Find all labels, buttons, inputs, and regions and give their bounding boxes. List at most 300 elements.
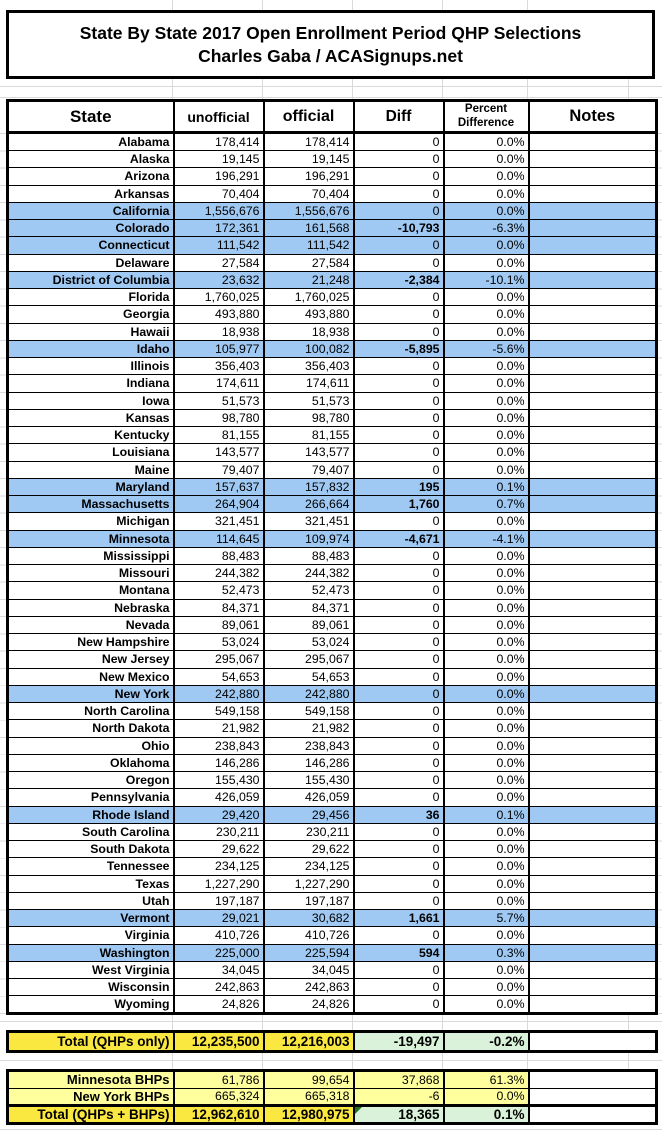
state-name-cell[interactable]: Florida (8, 289, 174, 306)
notes-cell[interactable] (529, 841, 657, 858)
state-name-cell[interactable]: Iowa (8, 392, 174, 409)
official-cell[interactable]: 410,726 (264, 927, 354, 944)
grand-total-official[interactable]: 12,980,975 (264, 1106, 354, 1124)
official-cell[interactable]: 98,780 (264, 409, 354, 426)
percent-cell[interactable]: 0.0% (444, 875, 529, 892)
percent-cell[interactable]: 0.0% (444, 772, 529, 789)
official-cell[interactable]: 197,187 (264, 892, 354, 909)
unofficial-cell[interactable]: 34,045 (174, 961, 264, 978)
official-cell[interactable]: 19,145 (264, 151, 354, 168)
official-cell[interactable]: 52,473 (264, 582, 354, 599)
col-header-diff[interactable]: Diff (354, 101, 444, 133)
notes-cell[interactable] (529, 271, 657, 288)
state-name-cell[interactable]: Oregon (8, 772, 174, 789)
unofficial-cell[interactable]: 242,880 (174, 685, 264, 702)
diff-cell[interactable]: 0 (354, 582, 444, 599)
official-cell[interactable]: 238,843 (264, 737, 354, 754)
state-name-cell[interactable]: Minnesota (8, 530, 174, 547)
percent-cell[interactable]: 0.0% (444, 823, 529, 840)
notes-cell[interactable] (529, 289, 657, 306)
state-name-cell[interactable]: Alaska (8, 151, 174, 168)
percent-cell[interactable]: 5.7% (444, 910, 529, 927)
notes-cell[interactable] (529, 720, 657, 737)
diff-cell[interactable]: 0 (354, 427, 444, 444)
notes-cell[interactable] (529, 892, 657, 909)
state-name-cell[interactable]: Illinois (8, 358, 174, 375)
official-cell[interactable]: 225,594 (264, 944, 354, 961)
diff-cell[interactable]: 0 (354, 202, 444, 219)
total-qhps-label[interactable]: Total (QHPs only) (8, 1032, 174, 1052)
percent-cell[interactable]: 0.0% (444, 427, 529, 444)
unofficial-cell[interactable]: 24,826 (174, 996, 264, 1014)
percent-cell[interactable]: 0.0% (444, 358, 529, 375)
percent-cell[interactable]: 0.0% (444, 634, 529, 651)
col-header-state[interactable]: State (8, 101, 174, 133)
notes-cell[interactable] (529, 754, 657, 771)
official-cell[interactable]: 178,414 (264, 133, 354, 151)
state-name-cell[interactable]: Hawaii (8, 323, 174, 340)
bhp-unofficial-cell[interactable]: 61,786 (174, 1071, 264, 1089)
diff-cell[interactable]: 0 (354, 289, 444, 306)
state-name-cell[interactable]: Nebraska (8, 599, 174, 616)
percent-cell[interactable]: 0.0% (444, 392, 529, 409)
percent-cell[interactable]: 0.0% (444, 616, 529, 633)
state-name-cell[interactable]: Rhode Island (8, 806, 174, 823)
bhp-official-cell[interactable]: 99,654 (264, 1071, 354, 1089)
notes-cell[interactable] (529, 220, 657, 237)
unofficial-cell[interactable]: 174,611 (174, 375, 264, 392)
state-name-cell[interactable]: Maryland (8, 478, 174, 495)
diff-cell[interactable]: 0 (354, 547, 444, 564)
unofficial-cell[interactable]: 155,430 (174, 772, 264, 789)
diff-cell[interactable]: 0 (354, 254, 444, 271)
percent-cell[interactable]: 0.0% (444, 737, 529, 754)
official-cell[interactable]: 54,653 (264, 668, 354, 685)
diff-cell[interactable]: 0 (354, 634, 444, 651)
official-cell[interactable]: 295,067 (264, 651, 354, 668)
state-name-cell[interactable]: Nevada (8, 616, 174, 633)
diff-cell[interactable]: 195 (354, 478, 444, 495)
notes-cell[interactable] (529, 927, 657, 944)
state-name-cell[interactable]: Ohio (8, 737, 174, 754)
official-cell[interactable]: 426,059 (264, 789, 354, 806)
diff-cell[interactable]: 0 (354, 599, 444, 616)
percent-cell[interactable]: 0.0% (444, 185, 529, 202)
notes-cell[interactable] (529, 444, 657, 461)
notes-cell[interactable] (529, 202, 657, 219)
diff-cell[interactable]: 0 (354, 392, 444, 409)
unofficial-cell[interactable]: 29,420 (174, 806, 264, 823)
official-cell[interactable]: 242,863 (264, 979, 354, 996)
percent-cell[interactable]: 0.0% (444, 323, 529, 340)
unofficial-cell[interactable]: 53,024 (174, 634, 264, 651)
notes-cell[interactable] (529, 961, 657, 978)
percent-cell[interactable]: 0.0% (444, 237, 529, 254)
diff-cell[interactable]: 0 (354, 996, 444, 1014)
state-name-cell[interactable]: Michigan (8, 513, 174, 530)
diff-cell[interactable]: 0 (354, 323, 444, 340)
unofficial-cell[interactable]: 493,880 (174, 306, 264, 323)
unofficial-cell[interactable]: 426,059 (174, 789, 264, 806)
percent-cell[interactable]: 0.0% (444, 789, 529, 806)
state-name-cell[interactable]: South Dakota (8, 841, 174, 858)
notes-cell[interactable] (529, 996, 657, 1014)
percent-cell[interactable]: 0.0% (444, 289, 529, 306)
diff-cell[interactable]: 0 (354, 375, 444, 392)
official-cell[interactable]: 21,248 (264, 271, 354, 288)
state-name-cell[interactable]: California (8, 202, 174, 219)
state-name-cell[interactable]: Montana (8, 582, 174, 599)
diff-cell[interactable]: 0 (354, 185, 444, 202)
percent-cell[interactable]: 0.0% (444, 961, 529, 978)
unofficial-cell[interactable]: 410,726 (174, 927, 264, 944)
official-cell[interactable]: 356,403 (264, 358, 354, 375)
notes-cell[interactable] (529, 651, 657, 668)
official-cell[interactable]: 53,024 (264, 634, 354, 651)
state-name-cell[interactable]: Massachusetts (8, 496, 174, 513)
unofficial-cell[interactable]: 51,573 (174, 392, 264, 409)
state-name-cell[interactable]: Alabama (8, 133, 174, 151)
unofficial-cell[interactable]: 234,125 (174, 858, 264, 875)
grand-total-notes[interactable] (529, 1106, 657, 1124)
notes-cell[interactable] (529, 616, 657, 633)
diff-cell[interactable]: -5,895 (354, 340, 444, 357)
diff-cell[interactable]: 0 (354, 720, 444, 737)
percent-cell[interactable]: -10.1% (444, 271, 529, 288)
official-cell[interactable]: 100,082 (264, 340, 354, 357)
unofficial-cell[interactable]: 52,473 (174, 582, 264, 599)
state-name-cell[interactable]: Arizona (8, 168, 174, 185)
unofficial-cell[interactable]: 81,155 (174, 427, 264, 444)
state-name-cell[interactable]: North Dakota (8, 720, 174, 737)
state-name-cell[interactable]: Georgia (8, 306, 174, 323)
state-name-cell[interactable]: South Carolina (8, 823, 174, 840)
unofficial-cell[interactable]: 23,632 (174, 271, 264, 288)
state-name-cell[interactable]: Washington (8, 944, 174, 961)
official-cell[interactable]: 1,760,025 (264, 289, 354, 306)
notes-cell[interactable] (529, 530, 657, 547)
percent-cell[interactable]: 0.0% (444, 409, 529, 426)
percent-cell[interactable]: 0.0% (444, 858, 529, 875)
notes-cell[interactable] (529, 806, 657, 823)
unofficial-cell[interactable]: 54,653 (174, 668, 264, 685)
notes-cell[interactable] (529, 358, 657, 375)
percent-cell[interactable]: 0.0% (444, 685, 529, 702)
diff-cell[interactable]: 0 (354, 513, 444, 530)
official-cell[interactable]: 29,622 (264, 841, 354, 858)
percent-cell[interactable]: -6.3% (444, 220, 529, 237)
unofficial-cell[interactable]: 225,000 (174, 944, 264, 961)
unofficial-cell[interactable]: 321,451 (174, 513, 264, 530)
percent-cell[interactable]: 0.0% (444, 375, 529, 392)
notes-cell[interactable] (529, 237, 657, 254)
unofficial-cell[interactable]: 157,637 (174, 478, 264, 495)
bhp-label-cell[interactable]: New York BHPs (8, 1088, 174, 1106)
unofficial-cell[interactable]: 21,982 (174, 720, 264, 737)
col-header-notes[interactable]: Notes (529, 101, 657, 133)
notes-cell[interactable] (529, 306, 657, 323)
diff-cell[interactable]: 0 (354, 754, 444, 771)
diff-cell[interactable]: 0 (354, 789, 444, 806)
notes-cell[interactable] (529, 910, 657, 927)
unofficial-cell[interactable]: 172,361 (174, 220, 264, 237)
percent-cell[interactable]: 0.0% (444, 133, 529, 151)
state-name-cell[interactable]: Utah (8, 892, 174, 909)
grand-total-percent[interactable]: 0.1% (444, 1106, 529, 1124)
unofficial-cell[interactable]: 1,227,290 (174, 875, 264, 892)
unofficial-cell[interactable]: 264,904 (174, 496, 264, 513)
percent-cell[interactable]: 0.0% (444, 306, 529, 323)
official-cell[interactable]: 549,158 (264, 703, 354, 720)
percent-cell[interactable]: 0.0% (444, 668, 529, 685)
notes-cell[interactable] (529, 737, 657, 754)
official-cell[interactable]: 161,568 (264, 220, 354, 237)
notes-cell[interactable] (529, 409, 657, 426)
unofficial-cell[interactable]: 79,407 (174, 461, 264, 478)
official-cell[interactable]: 81,155 (264, 427, 354, 444)
percent-cell[interactable]: 0.0% (444, 651, 529, 668)
notes-cell[interactable] (529, 565, 657, 582)
notes-cell[interactable] (529, 496, 657, 513)
state-name-cell[interactable]: Oklahoma (8, 754, 174, 771)
notes-cell[interactable] (529, 944, 657, 961)
official-cell[interactable]: 109,974 (264, 530, 354, 547)
state-name-cell[interactable]: Texas (8, 875, 174, 892)
percent-cell[interactable]: 0.0% (444, 547, 529, 564)
diff-cell[interactable]: 0 (354, 409, 444, 426)
diff-cell[interactable]: 0 (354, 927, 444, 944)
unofficial-cell[interactable]: 18,938 (174, 323, 264, 340)
state-name-cell[interactable]: District of Columbia (8, 271, 174, 288)
official-cell[interactable]: 30,682 (264, 910, 354, 927)
unofficial-cell[interactable]: 29,021 (174, 910, 264, 927)
notes-cell[interactable] (529, 254, 657, 271)
percent-cell[interactable]: 0.3% (444, 944, 529, 961)
official-cell[interactable]: 34,045 (264, 961, 354, 978)
percent-cell[interactable]: 0.0% (444, 254, 529, 271)
bhp-official-cell[interactable]: 665,318 (264, 1088, 354, 1106)
official-cell[interactable]: 244,382 (264, 565, 354, 582)
percent-cell[interactable]: 0.0% (444, 892, 529, 909)
official-cell[interactable]: 111,542 (264, 237, 354, 254)
official-cell[interactable]: 266,664 (264, 496, 354, 513)
notes-cell[interactable] (529, 133, 657, 151)
total-qhps-unofficial[interactable]: 12,235,500 (174, 1032, 264, 1052)
unofficial-cell[interactable]: 88,483 (174, 547, 264, 564)
official-cell[interactable]: 1,227,290 (264, 875, 354, 892)
official-cell[interactable]: 27,584 (264, 254, 354, 271)
official-cell[interactable]: 29,456 (264, 806, 354, 823)
notes-cell[interactable] (529, 513, 657, 530)
percent-cell[interactable]: 0.0% (444, 754, 529, 771)
diff-cell[interactable]: 0 (354, 565, 444, 582)
diff-cell[interactable]: 0 (354, 737, 444, 754)
official-cell[interactable]: 24,826 (264, 996, 354, 1014)
unofficial-cell[interactable]: 70,404 (174, 185, 264, 202)
unofficial-cell[interactable]: 105,977 (174, 340, 264, 357)
unofficial-cell[interactable]: 1,556,676 (174, 202, 264, 219)
official-cell[interactable]: 155,430 (264, 772, 354, 789)
notes-cell[interactable] (529, 979, 657, 996)
official-cell[interactable]: 51,573 (264, 392, 354, 409)
percent-cell[interactable]: -5.6% (444, 340, 529, 357)
official-cell[interactable]: 234,125 (264, 858, 354, 875)
unofficial-cell[interactable]: 178,414 (174, 133, 264, 151)
col-header-official[interactable]: official (264, 101, 354, 133)
state-name-cell[interactable]: Arkansas (8, 185, 174, 202)
diff-cell[interactable]: 0 (354, 651, 444, 668)
unofficial-cell[interactable]: 89,061 (174, 616, 264, 633)
diff-cell[interactable]: 0 (354, 133, 444, 151)
state-name-cell[interactable]: Mississippi (8, 547, 174, 564)
state-name-cell[interactable]: Wisconsin (8, 979, 174, 996)
unofficial-cell[interactable]: 238,843 (174, 737, 264, 754)
state-name-cell[interactable]: Tennessee (8, 858, 174, 875)
unofficial-cell[interactable]: 111,542 (174, 237, 264, 254)
diff-cell[interactable]: -2,384 (354, 271, 444, 288)
notes-cell[interactable] (529, 772, 657, 789)
notes-cell[interactable] (529, 685, 657, 702)
diff-cell[interactable]: 0 (354, 979, 444, 996)
unofficial-cell[interactable]: 98,780 (174, 409, 264, 426)
unofficial-cell[interactable]: 146,286 (174, 754, 264, 771)
state-name-cell[interactable]: New Jersey (8, 651, 174, 668)
diff-cell[interactable]: 0 (354, 892, 444, 909)
state-name-cell[interactable]: New Hampshire (8, 634, 174, 651)
diff-cell[interactable]: 0 (354, 168, 444, 185)
diff-cell[interactable]: 0 (354, 237, 444, 254)
diff-cell[interactable]: 0 (354, 841, 444, 858)
state-name-cell[interactable]: Pennsylvania (8, 789, 174, 806)
notes-cell[interactable] (529, 323, 657, 340)
notes-cell[interactable] (529, 789, 657, 806)
official-cell[interactable]: 196,291 (264, 168, 354, 185)
state-name-cell[interactable]: Indiana (8, 375, 174, 392)
official-cell[interactable]: 79,407 (264, 461, 354, 478)
percent-cell[interactable]: 0.0% (444, 513, 529, 530)
official-cell[interactable]: 493,880 (264, 306, 354, 323)
percent-cell[interactable]: 0.1% (444, 806, 529, 823)
grand-total-diff[interactable]: 18,365 (354, 1106, 444, 1124)
diff-cell[interactable]: 0 (354, 772, 444, 789)
official-cell[interactable]: 321,451 (264, 513, 354, 530)
state-name-cell[interactable]: Virginia (8, 927, 174, 944)
diff-cell[interactable]: 594 (354, 944, 444, 961)
grand-total-label[interactable]: Total (QHPs + BHPs) (8, 1106, 174, 1124)
bhp-label-cell[interactable]: Minnesota BHPs (8, 1071, 174, 1089)
state-name-cell[interactable]: Kentucky (8, 427, 174, 444)
official-cell[interactable]: 21,982 (264, 720, 354, 737)
notes-cell[interactable] (529, 340, 657, 357)
bhp-unofficial-cell[interactable]: 665,324 (174, 1088, 264, 1106)
unofficial-cell[interactable]: 143,577 (174, 444, 264, 461)
col-header-unofficial[interactable]: unofficial (174, 101, 264, 133)
percent-cell[interactable]: -4.1% (444, 530, 529, 547)
unofficial-cell[interactable]: 295,067 (174, 651, 264, 668)
notes-cell[interactable] (529, 547, 657, 564)
official-cell[interactable]: 84,371 (264, 599, 354, 616)
bhp-diff-cell[interactable]: -6 (354, 1088, 444, 1106)
unofficial-cell[interactable]: 196,291 (174, 168, 264, 185)
percent-cell[interactable]: 0.0% (444, 168, 529, 185)
total-qhps-notes[interactable] (529, 1032, 657, 1052)
official-cell[interactable]: 230,211 (264, 823, 354, 840)
notes-cell[interactable] (529, 668, 657, 685)
official-cell[interactable]: 143,577 (264, 444, 354, 461)
notes-cell[interactable] (529, 634, 657, 651)
unofficial-cell[interactable]: 29,622 (174, 841, 264, 858)
percent-cell[interactable]: 0.1% (444, 478, 529, 495)
notes-cell[interactable] (529, 703, 657, 720)
notes-cell[interactable] (529, 427, 657, 444)
diff-cell[interactable]: -10,793 (354, 220, 444, 237)
official-cell[interactable]: 174,611 (264, 375, 354, 392)
notes-cell[interactable] (529, 168, 657, 185)
percent-cell[interactable]: 0.0% (444, 841, 529, 858)
diff-cell[interactable]: 0 (354, 306, 444, 323)
state-name-cell[interactable]: Louisiana (8, 444, 174, 461)
diff-cell[interactable]: 0 (354, 151, 444, 168)
state-name-cell[interactable]: Connecticut (8, 237, 174, 254)
unofficial-cell[interactable]: 84,371 (174, 599, 264, 616)
total-qhps-official[interactable]: 12,216,003 (264, 1032, 354, 1052)
notes-cell[interactable] (529, 151, 657, 168)
percent-cell[interactable]: 0.0% (444, 720, 529, 737)
official-cell[interactable]: 146,286 (264, 754, 354, 771)
unofficial-cell[interactable]: 230,211 (174, 823, 264, 840)
bhp-notes-cell[interactable] (529, 1088, 657, 1106)
grand-total-unofficial[interactable]: 12,962,610 (174, 1106, 264, 1124)
diff-cell[interactable]: 0 (354, 858, 444, 875)
state-name-cell[interactable]: West Virginia (8, 961, 174, 978)
official-cell[interactable]: 242,880 (264, 685, 354, 702)
diff-cell[interactable]: 0 (354, 685, 444, 702)
diff-cell[interactable]: 1,661 (354, 910, 444, 927)
diff-cell[interactable]: 36 (354, 806, 444, 823)
diff-cell[interactable]: 0 (354, 461, 444, 478)
state-name-cell[interactable]: Colorado (8, 220, 174, 237)
bhp-percent-cell[interactable]: 61.3% (444, 1071, 529, 1089)
percent-cell[interactable]: 0.7% (444, 496, 529, 513)
state-name-cell[interactable]: Kansas (8, 409, 174, 426)
percent-cell[interactable]: 0.0% (444, 151, 529, 168)
official-cell[interactable]: 1,556,676 (264, 202, 354, 219)
diff-cell[interactable]: 0 (354, 875, 444, 892)
bhp-notes-cell[interactable] (529, 1071, 657, 1089)
title-box[interactable] (6, 10, 655, 79)
unofficial-cell[interactable]: 356,403 (174, 358, 264, 375)
percent-cell[interactable]: 0.0% (444, 996, 529, 1014)
state-name-cell[interactable]: New Mexico (8, 668, 174, 685)
percent-cell[interactable]: 0.0% (444, 582, 529, 599)
state-name-cell[interactable]: Wyoming (8, 996, 174, 1014)
diff-cell[interactable]: 1,760 (354, 496, 444, 513)
diff-cell[interactable]: 0 (354, 703, 444, 720)
percent-cell[interactable]: 0.0% (444, 979, 529, 996)
diff-cell[interactable]: 0 (354, 444, 444, 461)
unofficial-cell[interactable]: 19,145 (174, 151, 264, 168)
state-name-cell[interactable]: Maine (8, 461, 174, 478)
unofficial-cell[interactable]: 197,187 (174, 892, 264, 909)
notes-cell[interactable] (529, 823, 657, 840)
notes-cell[interactable] (529, 599, 657, 616)
state-name-cell[interactable]: Delaware (8, 254, 174, 271)
total-qhps-diff[interactable]: -19,497 (354, 1032, 444, 1052)
state-name-cell[interactable]: Missouri (8, 565, 174, 582)
bhp-diff-cell[interactable]: 37,868 (354, 1071, 444, 1089)
percent-cell[interactable]: 0.0% (444, 927, 529, 944)
diff-cell[interactable]: 0 (354, 668, 444, 685)
